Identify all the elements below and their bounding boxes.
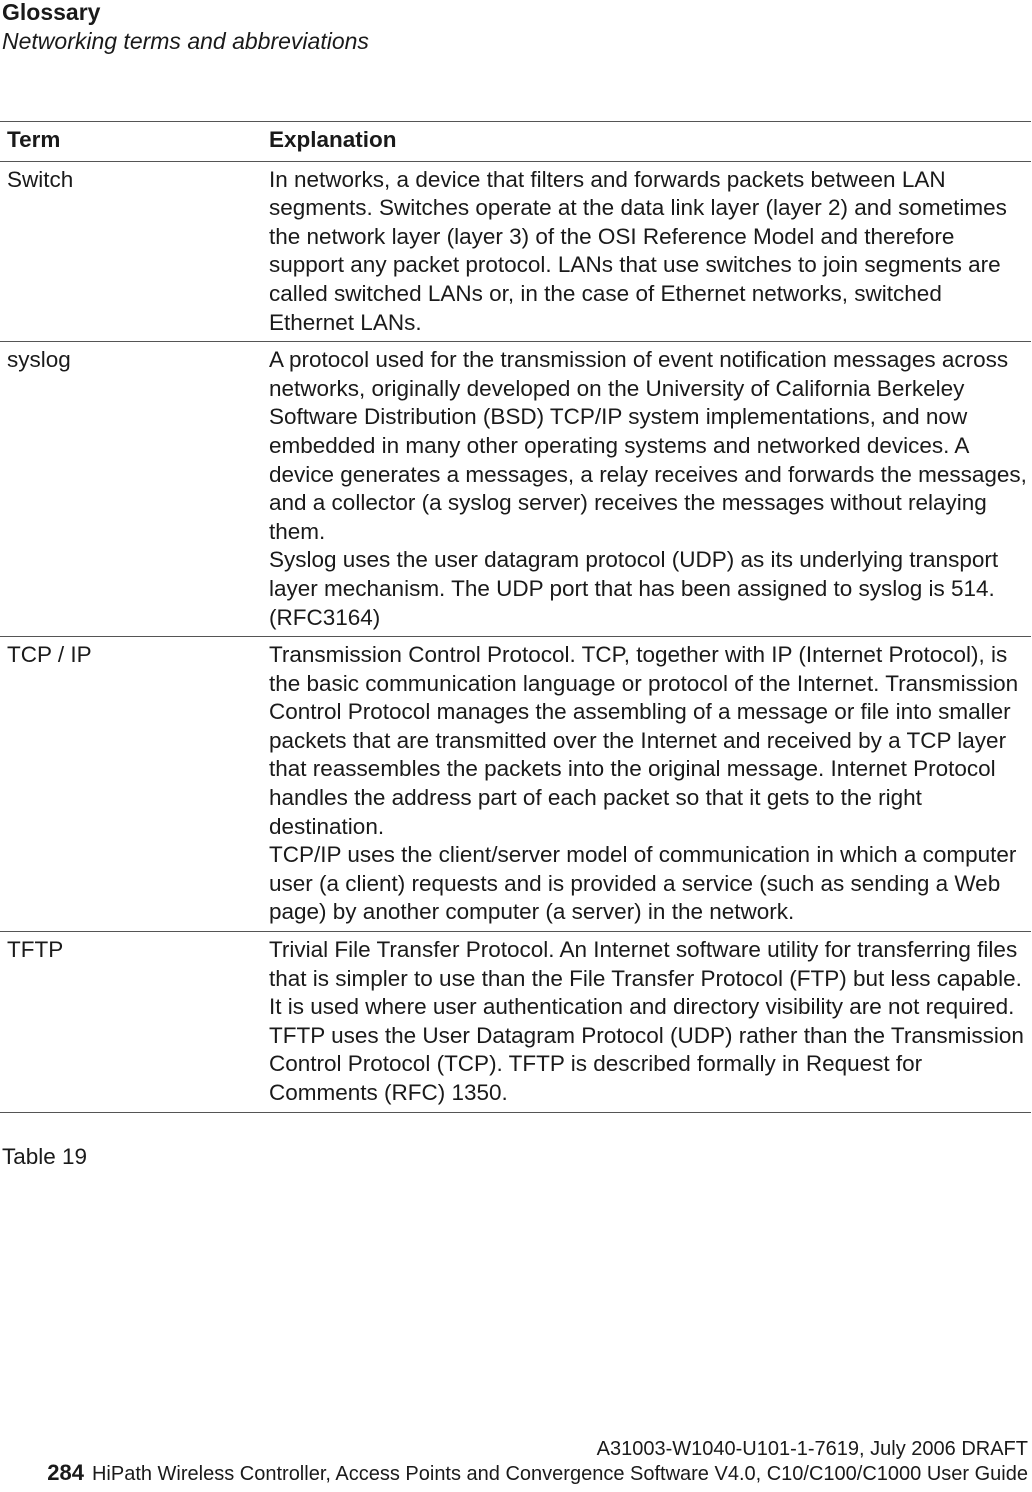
explanation-cell [269, 342, 1031, 637]
table-row [0, 161, 1031, 342]
section-title: Networking terms and abbreviations [2, 28, 369, 54]
footer-product-line [47, 1461, 1028, 1486]
column-header-term: Term [0, 122, 269, 162]
page-header [2, 0, 369, 56]
document-id: A31003-W1040-U101-1-7619, July 2006 DRAFT [596, 1438, 1028, 1460]
table-row [0, 342, 1031, 637]
explanation-cell [269, 637, 1031, 932]
explanation-cell [269, 161, 1031, 342]
term-cell: Switch [0, 161, 269, 342]
explanation-paragraph: TCP/IP uses the client/server model of communication in which a computer user (a client) requests and is provided a service (such as sending a Web page) by another computer (a server) in the network. [269, 842, 1017, 925]
table-caption: Table 19 [2, 1144, 88, 1169]
explanation-paragraph: A protocol used for the transmission of event notification messages across networks, originally developed on the University of California Berkeley Software Distribution (BSD) TCP/IP system implementations, and now embedded in many other operating systems and networked devices. A device generates a messages, a relay receives and forwards the messages, and a collector (a syslog server) receives the messages without relaying them. [269, 347, 1027, 544]
page-footer [47, 1437, 1028, 1486]
term-cell: syslog [0, 342, 269, 637]
explanation-paragraph: In networks, a device that filters and forwards packets between LAN segments. Switches operate at the data link layer (layer 2) and sometimes the network layer (layer 3) of the OSI Reference Model and therefore support any packet protocol. LANs that use switches to join segments are called switched LANs or, in the case of Ethernet networks, switched Ethernet LANs. [269, 166, 1007, 335]
term-cell: TFTP [0, 932, 269, 1113]
page-number: 284 [47, 1460, 84, 1485]
explanation-paragraph: Transmission Control Protocol. TCP, together with IP (Internet Protocol), is the basic communication language or protocol of the Internet. Transmission Control Protocol manages the assembling of a message or file into smaller packets that are transmitted over the Internet and received by a TCP layer that reassembles the packets into the original message. Internet Protocol handles the address part of each packet so that it gets to the right destination. [269, 642, 1019, 839]
explanation-cell [269, 932, 1031, 1113]
explanation-paragraph: Trivial File Transfer Protocol. An Internet software utility for transferring files that is simpler to use than the File Transfer Protocol (FTP) but less capable. It is used where user authentication and directory visibility are not required. TFTP uses the User Datagram Protocol (UDP) rather than the Transmission Control Protocol (TCP). TFTP is described formally in Request for Comments (RFC) 1350. [269, 937, 1024, 1105]
explanation-paragraph: Syslog uses the user datagram protocol (UDP) as its underlying transport layer mechanism. The UDP port that has been assigned to syslog is 514. (RFC3164) [269, 547, 999, 630]
chapter-title: Glossary [2, 0, 101, 25]
table-row [0, 932, 1031, 1113]
column-header-explanation: Explanation [269, 122, 1031, 162]
table-header-row [0, 122, 1031, 162]
table-row [0, 637, 1031, 932]
term-cell: TCP / IP [0, 637, 269, 932]
glossary-table [0, 121, 1031, 1113]
product-title: HiPath Wireless Controller, Access Points and Convergence Software V4.0, C10/C100/C1000 User Guide [91, 1463, 1028, 1485]
